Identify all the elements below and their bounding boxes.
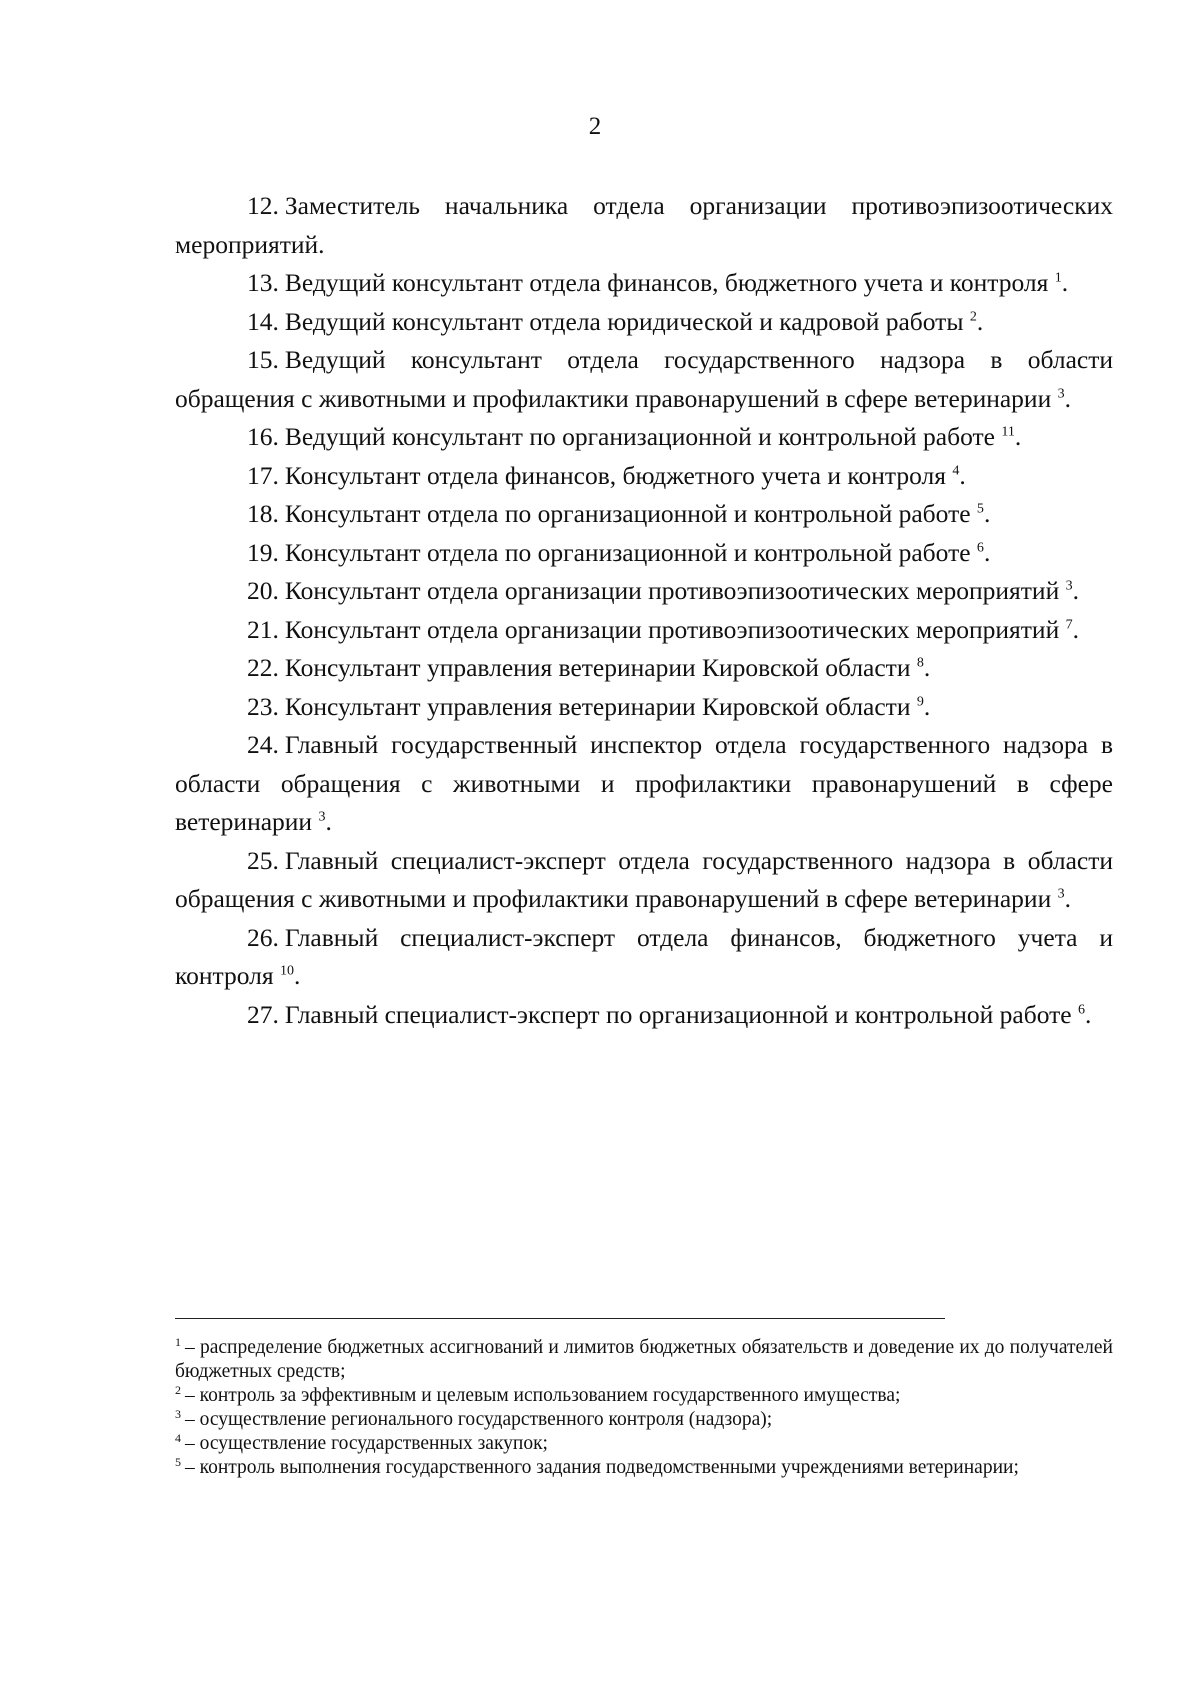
footnote-text: – осуществление государственных закупок;: [185, 1433, 548, 1454]
footnote: [175, 1456, 1113, 1480]
item-text: Ведущий консультант по организационной и контрольной работе: [284, 422, 995, 451]
list-item: 27. Главный специалист-эксперт по организационной и контрольной работе $^6$.: [247, 999, 1092, 1029]
footnote-number: 3: [175, 1406, 181, 1421]
list-item: 14. Ведущий консультант отдела юридической и кадровой работы $^2$.: [247, 306, 984, 336]
list-item: 15. Ведущий консультант отдела государственного надзора в области обращения с животными и профилактики правонарушений в сфере ветеринарии $^3$.: [175, 345, 1113, 413]
list-item: 17. Консультант отдела финансов, бюджетного учета и контроля $^4$.: [247, 460, 966, 490]
item-text: Консультант отдела организации противоэпизоотических мероприятий: [284, 576, 1060, 605]
item-text: Главный специалист-эксперт по организационной и контрольной работе: [284, 999, 1072, 1029]
footnote-separator: [175, 1318, 945, 1319]
list-item: 25. Главный специалист-эксперт отдела государственного надзора в области обращения с животными и профилактики правонарушений в сфере ветеринарии $^3$.: [175, 845, 1113, 913]
footnote-reference: 3: [318, 809, 326, 825]
footnote-reference: 2: [969, 309, 977, 324]
item-text: Главный специалист-эксперт отдела финансов, бюджетного учета и контроля: [175, 922, 1113, 990]
item-number: 14.: [247, 306, 279, 336]
item-number: 27.: [247, 999, 279, 1029]
footnote-reference: 8: [916, 655, 924, 671]
list-item: 18. Консультант отдела по организационной и контрольной работе $^5$.: [247, 499, 991, 528]
footnote-text: – распределение бюджетных ассигнований и лимитов бюджетных обязательств и доведение их до получателей бюджетных средств;: [175, 1337, 1113, 1382]
position-list: [175, 187, 1113, 1034]
item-number: 16.: [247, 422, 279, 451]
item-number: 25.: [247, 845, 279, 875]
item-number: 17.: [247, 460, 279, 490]
list-item: 19. Консультант отдела по организационной и контрольной работе $^6$.: [247, 537, 991, 567]
item-number: 19.: [247, 537, 279, 567]
list-item: 13. Ведущий консультант отдела финансов, бюджетного учета и контроля $^1$.: [247, 268, 1069, 297]
footnote-reference: 3: [1065, 578, 1073, 594]
footnote-reference: 11: [1001, 424, 1015, 440]
item-text: Главный государственный инспектор отдела государственного надзора в области обращения с животными и профилактики правонарушений в сфере ветеринарии: [175, 730, 1113, 836]
footnote-reference: 6: [976, 540, 984, 555]
item-text: Консультант отдела организации противоэпизоотических мероприятий: [284, 614, 1060, 644]
footnote-number: 1: [175, 1334, 181, 1349]
list-item: 22. Консультант управления ветеринарии Кировской области $^8$.: [247, 653, 931, 682]
footnote-number: 2: [175, 1382, 181, 1397]
footnote: [175, 1408, 1113, 1432]
list-item: 23. Консультант управления ветеринарии Кировской области $^9$.: [247, 691, 931, 721]
item-number: 26.: [247, 922, 279, 952]
item-text: Ведущий консультант отдела государственного надзора в области обращения с животными и профилактики правонарушений в сфере ветеринарии: [175, 345, 1113, 413]
list-item: [175, 187, 1113, 264]
footnote-number: 5: [175, 1454, 181, 1469]
footnote-reference: 3: [1057, 886, 1065, 902]
footnote-reference: 10: [279, 963, 294, 979]
item-text: Ведущий консультант отдела финансов, бюджетного учета и контроля: [284, 268, 1049, 297]
list-item: 21. Консультант отдела организации противоэпизоотических мероприятий $^7$.: [247, 614, 1079, 644]
item-text: Консультант управления ветеринарии Кировской области: [284, 691, 911, 721]
footnote-reference: 7: [1065, 617, 1073, 632]
footnote-reference: 6: [1077, 1002, 1085, 1017]
item-number: 24.: [247, 730, 279, 759]
footnote-reference: 5: [976, 501, 984, 517]
footnotes-list: [175, 1336, 1113, 1480]
item-number: 13.: [247, 268, 279, 297]
list-item: 20. Консультант отдела организации противоэпизоотических мероприятий $^3$.: [247, 576, 1079, 605]
item-number: 22.: [247, 653, 279, 682]
item-number: 15.: [247, 345, 279, 374]
item-text: Консультант отдела по организационной и контрольной работе: [284, 537, 971, 567]
item-text: Консультант отдела по организационной и контрольной работе: [284, 499, 971, 528]
list-item: 26. Главный специалист-эксперт отдела финансов, бюджетного учета и контроля $^{10}$.: [175, 922, 1113, 990]
item-number: 12.: [247, 191, 279, 220]
item-number: 20.: [247, 576, 279, 605]
item-text: Консультант управления ветеринарии Кировской области: [284, 653, 911, 682]
footnote-reference: 1: [1054, 270, 1062, 286]
footnote-reference: 9: [916, 694, 924, 709]
item-text: Ведущий консультант отдела юридической и кадровой работы: [284, 306, 964, 336]
footnote: [175, 1432, 1113, 1456]
item-number: 18.: [247, 499, 279, 528]
footnote-text: – контроль за эффективным и целевым использованием государственного имущества;: [185, 1385, 901, 1406]
list-item: 16. Ведущий консультант по организационной и контрольной работе $^{11}$.: [247, 422, 1022, 451]
page-number: 2: [588, 113, 602, 140]
footnote: [175, 1384, 1113, 1408]
footnote-reference: 3: [1057, 386, 1065, 401]
footnote: [175, 1336, 1113, 1384]
item-number: 23.: [247, 691, 279, 721]
footnote-text: – контроль выполнения государственного задания подведомственными учреждениями ветеринарии;: [185, 1457, 1019, 1478]
item-text: Главный специалист-эксперт отдела государственного надзора в области обращения с животными и профилактики правонарушений в сфере ветеринарии: [175, 845, 1113, 913]
item-number: 21.: [247, 614, 279, 644]
item-text: Консультант отдела финансов, бюджетного учета и контроля: [284, 460, 946, 490]
footnote-number: 4: [175, 1430, 181, 1445]
footnote-reference: 4: [952, 463, 960, 478]
footnote-text: – осуществление регионального государственного контроля (надзора);: [185, 1409, 773, 1430]
list-item: 24. Главный государственный инспектор отдела государственного надзора в области обращения с животными и профилактики правонарушений в сфере ветеринарии $^3$.: [175, 730, 1113, 836]
item-text: Заместитель начальника отдела организации противоэпизоотических мероприятий.: [175, 191, 1113, 259]
